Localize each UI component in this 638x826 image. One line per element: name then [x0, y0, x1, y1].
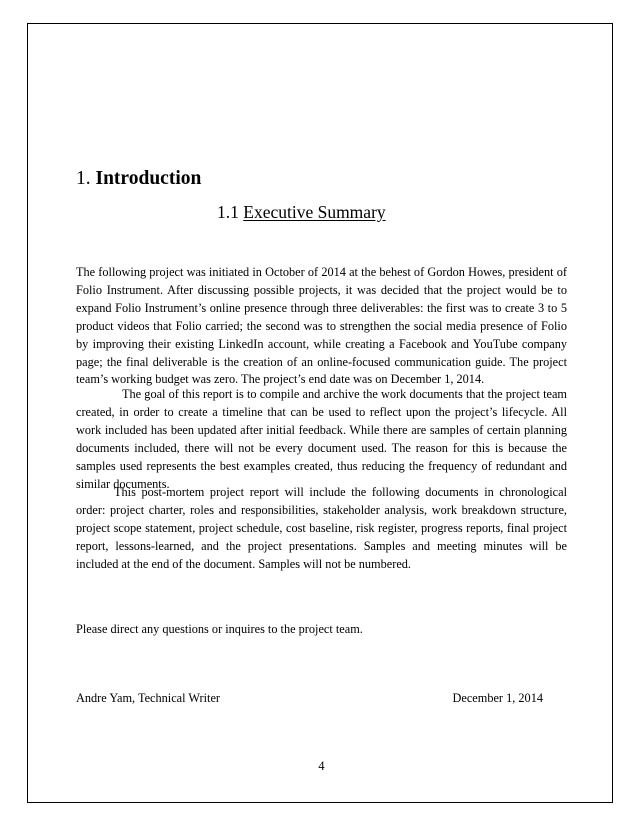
author-name: Andre Yam, Technical Writer — [76, 691, 221, 705]
section-number: 1. — [76, 168, 96, 189]
paragraph-contact: Please direct any questions or inquires to the project team. — [76, 622, 363, 636]
page-number: 4 — [318, 759, 325, 773]
section-heading — [76, 167, 201, 191]
subsection-title: Executive Summary — [243, 202, 386, 222]
paragraph-goal: The goal of this report is to compile and archive the work documents that the project team created, in order to create a timeline that can be used to reflect upon the project’s lifecycle. All work included has been updated after initial feedback. While there are samples of certain planning documents included, there will not be every document used. The reason for this is because the samples used represents the best examples created, thus reducing the frequency of redundant and similar documents. — [76, 387, 567, 491]
signature-date: December 1, 2014 — [452, 691, 543, 705]
subsection-heading — [217, 201, 386, 223]
section-title: Introduction — [95, 168, 202, 189]
paragraph-contents: This post-mortem project report will include the following documents in chronological order: project charter, roles and responsibilities, stakeholder analysis, work breakdown structure, project scope statement, project schedule, cost baseline, risk register, progress reports, final project report, lessons-learned, and the project presentations. Samples and meeting minutes will be included at the end of the document. Samples will not be numbered. — [76, 485, 567, 571]
paragraph-overview: The following project was initiated in October of 2014 at the behest of Gordon Howes, president of Folio Instrument. After discussing possible projects, it was decided that the project would be to expand Folio Instrument’s online presence through three deliverables: the first was to create 3 to 5 product videos that Folio carried; the second was to strengthen the social media presence of Folio by improving their existing LinkedIn account, while creating a Facebook and YouTube company page; the final deliverable is the creation of an online-focused communication guide. The project team’s working budget was zero. The project’s end date was on December 1, 2014. — [76, 265, 567, 387]
subsection-number: 1.1 — [217, 202, 244, 222]
